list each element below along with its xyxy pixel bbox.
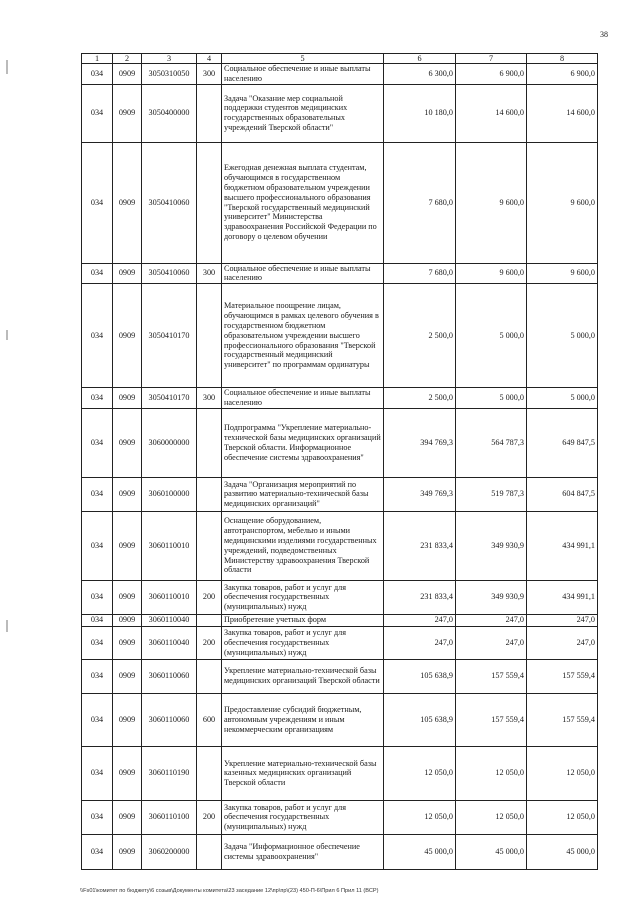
row-amount-year1: 2 500,0 <box>384 284 456 388</box>
row-amount-year1: 2 500,0 <box>384 388 456 409</box>
row-amount-year2: 12 050,0 <box>456 800 527 834</box>
row-code-expense-type <box>197 477 222 511</box>
row-code-expense-type: 600 <box>197 693 222 746</box>
row-code-admin: 034 <box>82 64 113 85</box>
table-row <box>82 263 598 284</box>
page-number: 38 <box>600 30 608 39</box>
row-code-expense-type <box>197 834 222 869</box>
row-amount-year1: 12 050,0 <box>384 746 456 800</box>
row-code-target: 3060110100 <box>142 800 197 834</box>
row-amount-year3: 6 900,0 <box>527 64 598 85</box>
row-amount-year2: 12 050,0 <box>456 746 527 800</box>
column-header: 5 <box>222 54 384 64</box>
column-header: 6 <box>384 54 456 64</box>
row-amount-year3: 5 000,0 <box>527 284 598 388</box>
row-amount-year1: 7 680,0 <box>384 142 456 263</box>
column-number-row <box>82 54 598 64</box>
row-code-admin: 034 <box>82 800 113 834</box>
row-amount-year3: 434 991,1 <box>527 580 598 614</box>
column-header: 3 <box>142 54 197 64</box>
row-amount-year1: 105 638,9 <box>384 659 456 693</box>
row-code-target: 3060110040 <box>142 614 197 626</box>
row-amount-year2: 247,0 <box>456 614 527 626</box>
row-amount-year2: 9 600,0 <box>456 142 527 263</box>
row-code-section: 0909 <box>113 800 142 834</box>
row-code-section: 0909 <box>113 614 142 626</box>
row-code-expense-type <box>197 84 222 142</box>
scan-mark <box>6 60 8 74</box>
row-code-target: 3050400000 <box>142 84 197 142</box>
row-code-expense-type <box>197 511 222 580</box>
row-amount-year1: 105 638,9 <box>384 693 456 746</box>
row-description: Закупка товаров, работ и услуг для обеспечения государственных (муниципальных) нужд <box>222 580 384 614</box>
row-code-admin: 034 <box>82 834 113 869</box>
table-row <box>82 388 598 409</box>
row-amount-year3: 604 847,5 <box>527 477 598 511</box>
row-amount-year2: 5 000,0 <box>456 388 527 409</box>
row-code-expense-type: 200 <box>197 626 222 659</box>
row-code-section: 0909 <box>113 64 142 85</box>
table-row <box>82 580 598 614</box>
row-amount-year2: 14 600,0 <box>456 84 527 142</box>
table-row <box>82 659 598 693</box>
row-code-admin: 034 <box>82 477 113 511</box>
row-code-target: 3060110010 <box>142 511 197 580</box>
row-amount-year1: 394 769,3 <box>384 408 456 477</box>
row-code-target: 3060110190 <box>142 746 197 800</box>
row-code-target: 3050410170 <box>142 388 197 409</box>
row-code-admin: 034 <box>82 659 113 693</box>
table-row <box>82 477 598 511</box>
row-amount-year3: 247,0 <box>527 626 598 659</box>
document-file-path: \\Fs01\комитет по бюджету\6 созыв\Документы комитета\23 заседание 12\пр\пр\(23) 450-П-6\Прил 6 Прил 11 (ВСР) <box>80 888 379 894</box>
row-amount-year1: 231 833,4 <box>384 580 456 614</box>
table-row <box>82 746 598 800</box>
row-amount-year3: 5 000,0 <box>527 388 598 409</box>
row-amount-year2: 157 559,4 <box>456 693 527 746</box>
row-code-section: 0909 <box>113 388 142 409</box>
column-header: 8 <box>527 54 598 64</box>
row-code-expense-type: 300 <box>197 64 222 85</box>
row-code-expense-type <box>197 284 222 388</box>
row-amount-year1: 10 180,0 <box>384 84 456 142</box>
row-description: Задача "Организация мероприятий по развитию материально-технической базы медицинских организаций" <box>222 477 384 511</box>
row-code-section: 0909 <box>113 626 142 659</box>
row-description: Социальное обеспечение и иные выплаты населению <box>222 64 384 85</box>
row-amount-year3: 14 600,0 <box>527 84 598 142</box>
row-code-target: 3050310050 <box>142 64 197 85</box>
table-row <box>82 511 598 580</box>
table-row <box>82 284 598 388</box>
row-amount-year3: 157 559,4 <box>527 693 598 746</box>
row-code-section: 0909 <box>113 84 142 142</box>
row-description: Укрепление материально-технической базы казенных медицинских организаций Тверской области <box>222 746 384 800</box>
row-code-target: 3060110040 <box>142 626 197 659</box>
row-amount-year3: 12 050,0 <box>527 746 598 800</box>
row-amount-year2: 349 930,9 <box>456 580 527 614</box>
scan-mark <box>6 330 8 340</box>
row-amount-year2: 6 900,0 <box>456 64 527 85</box>
column-header: 7 <box>456 54 527 64</box>
row-description: Закупка товаров, работ и услуг для обеспечения государственных (муниципальных) нужд <box>222 626 384 659</box>
row-description: Приобретение учетных форм <box>222 614 384 626</box>
row-amount-year3: 434 991,1 <box>527 511 598 580</box>
row-code-section: 0909 <box>113 477 142 511</box>
row-code-section: 0909 <box>113 142 142 263</box>
row-amount-year3: 9 600,0 <box>527 263 598 284</box>
row-description: Социальное обеспечение и иные выплаты населению <box>222 388 384 409</box>
row-code-target: 3060100000 <box>142 477 197 511</box>
row-description: Задача "Оказание мер социальной поддержки студентов медицинских государственных образовательных учреждений Тверской области" <box>222 84 384 142</box>
table-row <box>82 84 598 142</box>
row-code-target: 3060110060 <box>142 659 197 693</box>
row-amount-year2: 349 930,9 <box>456 511 527 580</box>
column-header: 1 <box>82 54 113 64</box>
row-code-expense-type: 200 <box>197 580 222 614</box>
scan-mark <box>6 620 8 632</box>
row-code-target: 3060200000 <box>142 834 197 869</box>
row-amount-year3: 9 600,0 <box>527 142 598 263</box>
row-code-admin: 034 <box>82 408 113 477</box>
row-code-expense-type: 300 <box>197 388 222 409</box>
row-code-section: 0909 <box>113 659 142 693</box>
row-description: Ежегодная денежная выплата студентам, обучающимся в государственном бюджетном образовательном учреждении высшего профессионального образования "Тверской государственный медицинский университет" Министерства здравоохранения Российской Федерации по договору о целевом обучении <box>222 142 384 263</box>
row-code-section: 0909 <box>113 693 142 746</box>
row-amount-year3: 45 000,0 <box>527 834 598 869</box>
row-description: Задача "Информационное обеспечение системы здравоохранения" <box>222 834 384 869</box>
row-code-section: 0909 <box>113 408 142 477</box>
row-code-target: 3050410170 <box>142 284 197 388</box>
row-amount-year1: 6 300,0 <box>384 64 456 85</box>
row-amount-year3: 649 847,5 <box>527 408 598 477</box>
row-amount-year2: 519 787,3 <box>456 477 527 511</box>
row-description: Оснащение оборудованием, автотранспортом, мебелью и иными медицинскими изделиями государственных учреждений, подведомственных Министерству здравоохранения Тверской области <box>222 511 384 580</box>
column-header: 4 <box>197 54 222 64</box>
row-code-expense-type: 300 <box>197 263 222 284</box>
row-amount-year2: 564 787,3 <box>456 408 527 477</box>
row-code-admin: 034 <box>82 746 113 800</box>
row-code-admin: 034 <box>82 626 113 659</box>
table-row <box>82 408 598 477</box>
row-code-section: 0909 <box>113 746 142 800</box>
table-row <box>82 626 598 659</box>
row-code-section: 0909 <box>113 263 142 284</box>
row-code-expense-type: 200 <box>197 800 222 834</box>
table-row <box>82 142 598 263</box>
row-amount-year1: 231 833,4 <box>384 511 456 580</box>
row-code-admin: 034 <box>82 142 113 263</box>
row-code-section: 0909 <box>113 834 142 869</box>
row-code-expense-type <box>197 408 222 477</box>
row-amount-year3: 247,0 <box>527 614 598 626</box>
row-code-expense-type <box>197 614 222 626</box>
table-row <box>82 614 598 626</box>
row-code-admin: 034 <box>82 84 113 142</box>
row-code-target: 3060000000 <box>142 408 197 477</box>
row-code-target: 3060110060 <box>142 693 197 746</box>
row-amount-year1: 247,0 <box>384 614 456 626</box>
row-code-expense-type <box>197 142 222 263</box>
row-code-target: 3060110010 <box>142 580 197 614</box>
row-code-admin: 034 <box>82 693 113 746</box>
row-amount-year1: 247,0 <box>384 626 456 659</box>
row-code-section: 0909 <box>113 284 142 388</box>
table-row <box>82 64 598 85</box>
row-amount-year1: 12 050,0 <box>384 800 456 834</box>
row-description: Закупка товаров, работ и услуг для обеспечения государственных (муниципальных) нужд <box>222 800 384 834</box>
row-code-admin: 034 <box>82 284 113 388</box>
row-code-target: 3050410060 <box>142 142 197 263</box>
row-amount-year2: 9 600,0 <box>456 263 527 284</box>
table-row <box>82 693 598 746</box>
row-amount-year3: 12 050,0 <box>527 800 598 834</box>
row-code-section: 0909 <box>113 580 142 614</box>
table-row <box>82 800 598 834</box>
row-code-section: 0909 <box>113 511 142 580</box>
row-description: Укрепление материально-технической базы медицинских организаций Тверской области <box>222 659 384 693</box>
row-description: Социальное обеспечение и иные выплаты населению <box>222 263 384 284</box>
row-code-expense-type <box>197 746 222 800</box>
row-code-admin: 034 <box>82 580 113 614</box>
row-amount-year1: 7 680,0 <box>384 263 456 284</box>
column-header: 2 <box>113 54 142 64</box>
row-description: Материальное поощрение лицам, обучающимся в рамках целевого обучения в государственном бюджетном образовательном учреждении высшего профессионального образования "Тверской государственный медицинский университет" по программам ординатуры <box>222 284 384 388</box>
row-code-admin: 034 <box>82 388 113 409</box>
budget-table <box>81 53 598 870</box>
row-amount-year1: 45 000,0 <box>384 834 456 869</box>
row-description: Предоставление субсидий бюджетным, автономным учреждениям и иным некоммерческим организациям <box>222 693 384 746</box>
row-amount-year2: 157 559,4 <box>456 659 527 693</box>
row-description: Подпрограмма "Укрепление материально-технической базы медицинских организаций Тверской области. Информационное обеспечение системы здравоохранения" <box>222 408 384 477</box>
row-amount-year2: 45 000,0 <box>456 834 527 869</box>
row-amount-year2: 247,0 <box>456 626 527 659</box>
row-amount-year3: 157 559,4 <box>527 659 598 693</box>
row-amount-year2: 5 000,0 <box>456 284 527 388</box>
row-code-admin: 034 <box>82 263 113 284</box>
row-amount-year1: 349 769,3 <box>384 477 456 511</box>
row-code-admin: 034 <box>82 511 113 580</box>
row-code-admin: 034 <box>82 614 113 626</box>
row-code-expense-type <box>197 659 222 693</box>
table-row <box>82 834 598 869</box>
row-code-target: 3050410060 <box>142 263 197 284</box>
